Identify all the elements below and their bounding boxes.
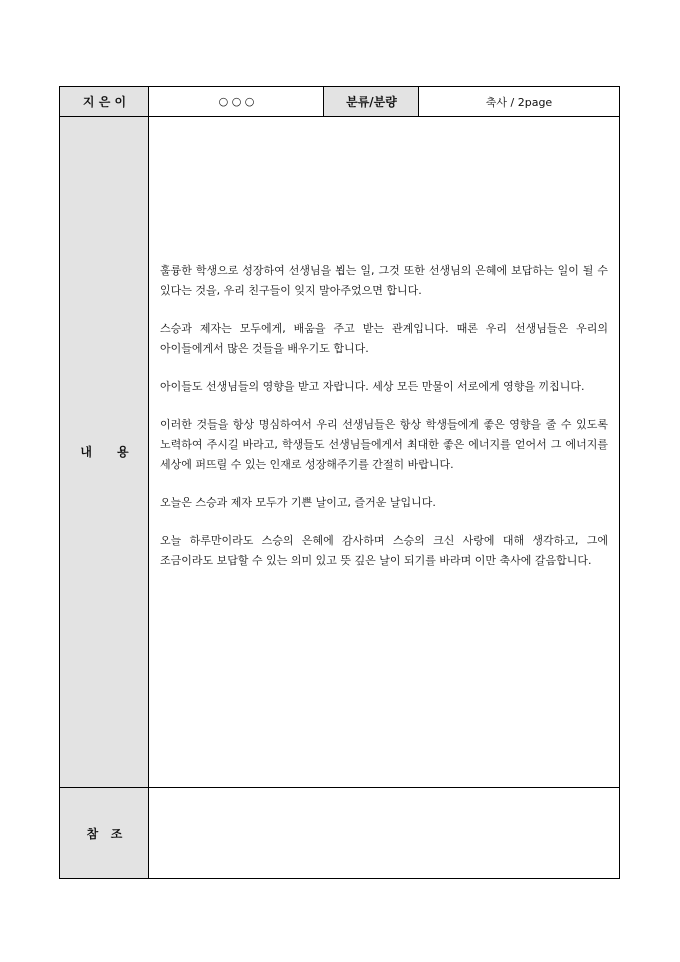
divider <box>148 87 149 878</box>
paragraph: 훌륭한 학생으로 성장하여 선생님을 뵙는 일, 그것 또한 선생님의 은혜에 보답하는 일이 될 수 있다는 것을, 우리 친구들이 잊지 말아주었으면 합니다. <box>160 264 608 297</box>
reference-value <box>149 788 619 878</box>
paragraph: 이러한 것들을 항상 명심하여서 우리 선생님들은 항상 학생들에게 좋은 영향을 줄 수 있도록 노력하여 주시길 바라고, 학생들도 선생님들에게서 최대한 좋은 에너지를 얻어서 그 에너지를 세상에 퍼뜨릴 수 있는 인재로 성장해주기를 간절히 바랍니다. <box>160 418 608 471</box>
category-value: 축사 / 2page <box>485 95 553 109</box>
paragraph: 오늘은 스승과 제자 모두가 기쁜 날이고, 즐거운 날입니다. <box>160 496 436 509</box>
reference-label: 참 조 <box>60 788 149 878</box>
paragraph: 아이들도 선생님들의 영향을 받고 자랍니다. 세상 모든 만물이 서로에게 영향을 끼칩니다. <box>160 380 585 393</box>
author-label: 지 은 이 <box>60 87 149 116</box>
content-label: 내 용 <box>60 116 149 787</box>
paragraph: 오늘 하루만이라도 스승의 은혜에 감사하며 스승의 크신 사랑에 대해 생각하고, 그에 조금이라도 보답할 수 있는 의미 있고 뜻 깊은 날이 되기를 바라며 이만 축사에 갈음합니다. <box>160 534 608 567</box>
content-body <box>160 261 608 589</box>
author-value: ○ ○ ○ <box>218 95 255 108</box>
paragraph: 스승과 제자는 모두에게, 배움을 주고 받는 관계입니다. 때론 우리 선생님들은 우리의 아이들에게서 많은 것들을 배우기도 합니다. <box>160 322 608 355</box>
category-label: 분류/분량 <box>324 87 419 116</box>
divider <box>60 787 619 788</box>
divider <box>60 116 619 117</box>
document-form <box>59 86 620 879</box>
divider <box>418 87 419 116</box>
divider <box>323 87 324 116</box>
